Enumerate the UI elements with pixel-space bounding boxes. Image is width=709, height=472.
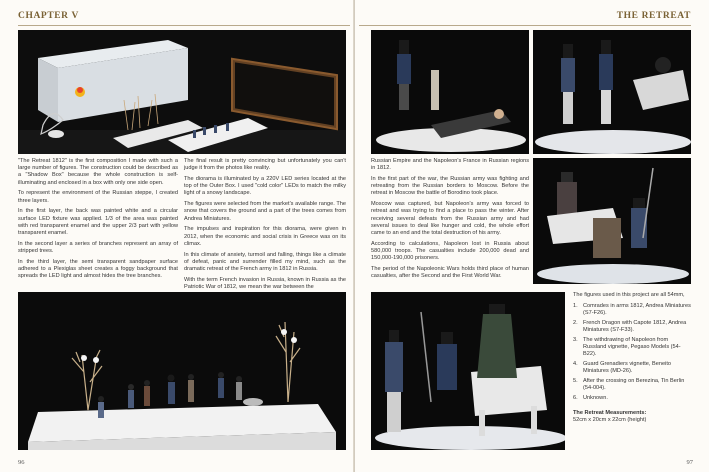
paragraph: Moscow was captured, but Napoleon's army was forced to retreat and was trying to find a place to pass the winter. After receiving several defeats from the Russian army and had several issues to deal like hunger and cold, the whole effort came to an end and the total destruction of his army. xyxy=(371,201,529,237)
paragraph: In the third layer, the semi transparent sandpaper surface adhered to a Plexiglas sheet creates a foggy background that spreads the LED light and almost hides the tree branches. xyxy=(18,258,178,280)
photo-fallen-soldier xyxy=(371,30,529,154)
list-item: 1. Comrades in arms 1812, Andrea Miniatures (S7-F26). xyxy=(573,303,691,316)
paragraph: The final result is pretty convincing but unfortunately you can't judge it from the photos like reality. xyxy=(184,158,346,172)
list-item: 5. After the crossing on Berezina, Tin Berlin (54-004). xyxy=(573,378,685,391)
list-item: 2. French Dragon with Capote 1812, Andrea Miniatures (S7-F33). xyxy=(573,320,687,333)
paragraph: In the second layer a series of branches represent an array of stripped trees. xyxy=(18,240,178,255)
photo-mounted-officer xyxy=(533,158,691,284)
right-running-header xyxy=(359,8,691,26)
measurements-title: The Retreat Measurements: xyxy=(573,410,647,416)
list-item: 4. Guard Grenadiers vignette, Beneito Miniatures (MD-26). xyxy=(573,361,671,374)
paragraph: In the first part of the war, the Russian army was fighting and retreating from the Russian borders to Moscow. Before the retreat in Moscow the battle of Borodino took place. xyxy=(371,176,529,197)
photo-full-diorama xyxy=(18,292,346,450)
paragraph: The diorama is illuminated by a 220V LED series located at the top of the Outer Box. I used "cold color" LEDs to match the milky light of a snowy landscape. xyxy=(184,176,346,197)
left-column-2 xyxy=(184,158,346,295)
figures-list xyxy=(573,292,693,424)
paragraph: In the first layer, the back was painted white and a circular surface LED fixture was applied. 1/3 of the area was painted with red transparent enamel and the upper 2/3 part with yellow transparent enamel. xyxy=(18,208,178,237)
list-item: 3. The withdrawing of Napoleon from Russland vignette, Pegaso Models (54-B22). xyxy=(573,337,681,357)
photo-napoleon-retreat xyxy=(371,292,565,450)
list-item: 6. Unknown. xyxy=(573,395,608,401)
paragraph: To represent the environment of the Russian steppe, I created three layers. xyxy=(18,190,178,204)
paragraph: The figures were selected from the market's available range. The snow that covers the ground and a part of the trees comes from Andrea Miniatures. xyxy=(184,201,346,222)
section-label: THE RETREAT xyxy=(616,11,691,21)
right-page xyxy=(355,0,709,472)
left-page-number: 96 xyxy=(18,459,25,466)
left-page xyxy=(0,0,354,472)
chapter-label: CHAPTER V xyxy=(18,11,79,21)
paragraph: With the term French invasion in Russia, known in Russia as the Patriotic War of 1812, we mean the war between the xyxy=(184,276,346,291)
photo-shadow-box-construction xyxy=(18,30,346,154)
left-column-1 xyxy=(18,158,178,284)
right-column-1 xyxy=(371,158,529,284)
left-running-header xyxy=(18,8,350,26)
paragraph: Russian Empire and the Napoleon's France in Russian regions in 1812. xyxy=(371,158,529,172)
figures-ordered-list xyxy=(573,303,693,402)
measurements-value: 52cm x 20cm x 22cm (height) xyxy=(573,417,647,423)
paragraph: The impulses and inspiration for this diorama, were given in 2012, when the economic and social crisis in Greece was on its climax. xyxy=(184,226,346,247)
photo-grenadiers xyxy=(533,30,691,154)
paragraph: According to calculations, Napoleon lost in Russia about 580,000 troops. The casualties include 200,000 dead and 150,000-190,000 prisoners. xyxy=(371,240,529,262)
right-page-number: 97 xyxy=(686,459,693,466)
figures-intro: The figures used in this project are all 54mm, xyxy=(573,292,685,298)
paragraph: The period of the Napoleonic Wars holds third place of human casualties, after the Second and the First World War. xyxy=(371,266,529,280)
paragraph: In this climate of anxiety, turmoil and falling, things like a climate of defeat, panic and surrender filled my mind, such as the dramatic retreat of the French army in 1812 in Russia. xyxy=(184,251,346,273)
paragraph: "The Retreat 1812" is the first composition I made with such a large number of figures. The construction could be described as a "Shadow Box" because the whole construction is self-illuminating and enclosed in a box with only one side open. xyxy=(18,158,178,186)
